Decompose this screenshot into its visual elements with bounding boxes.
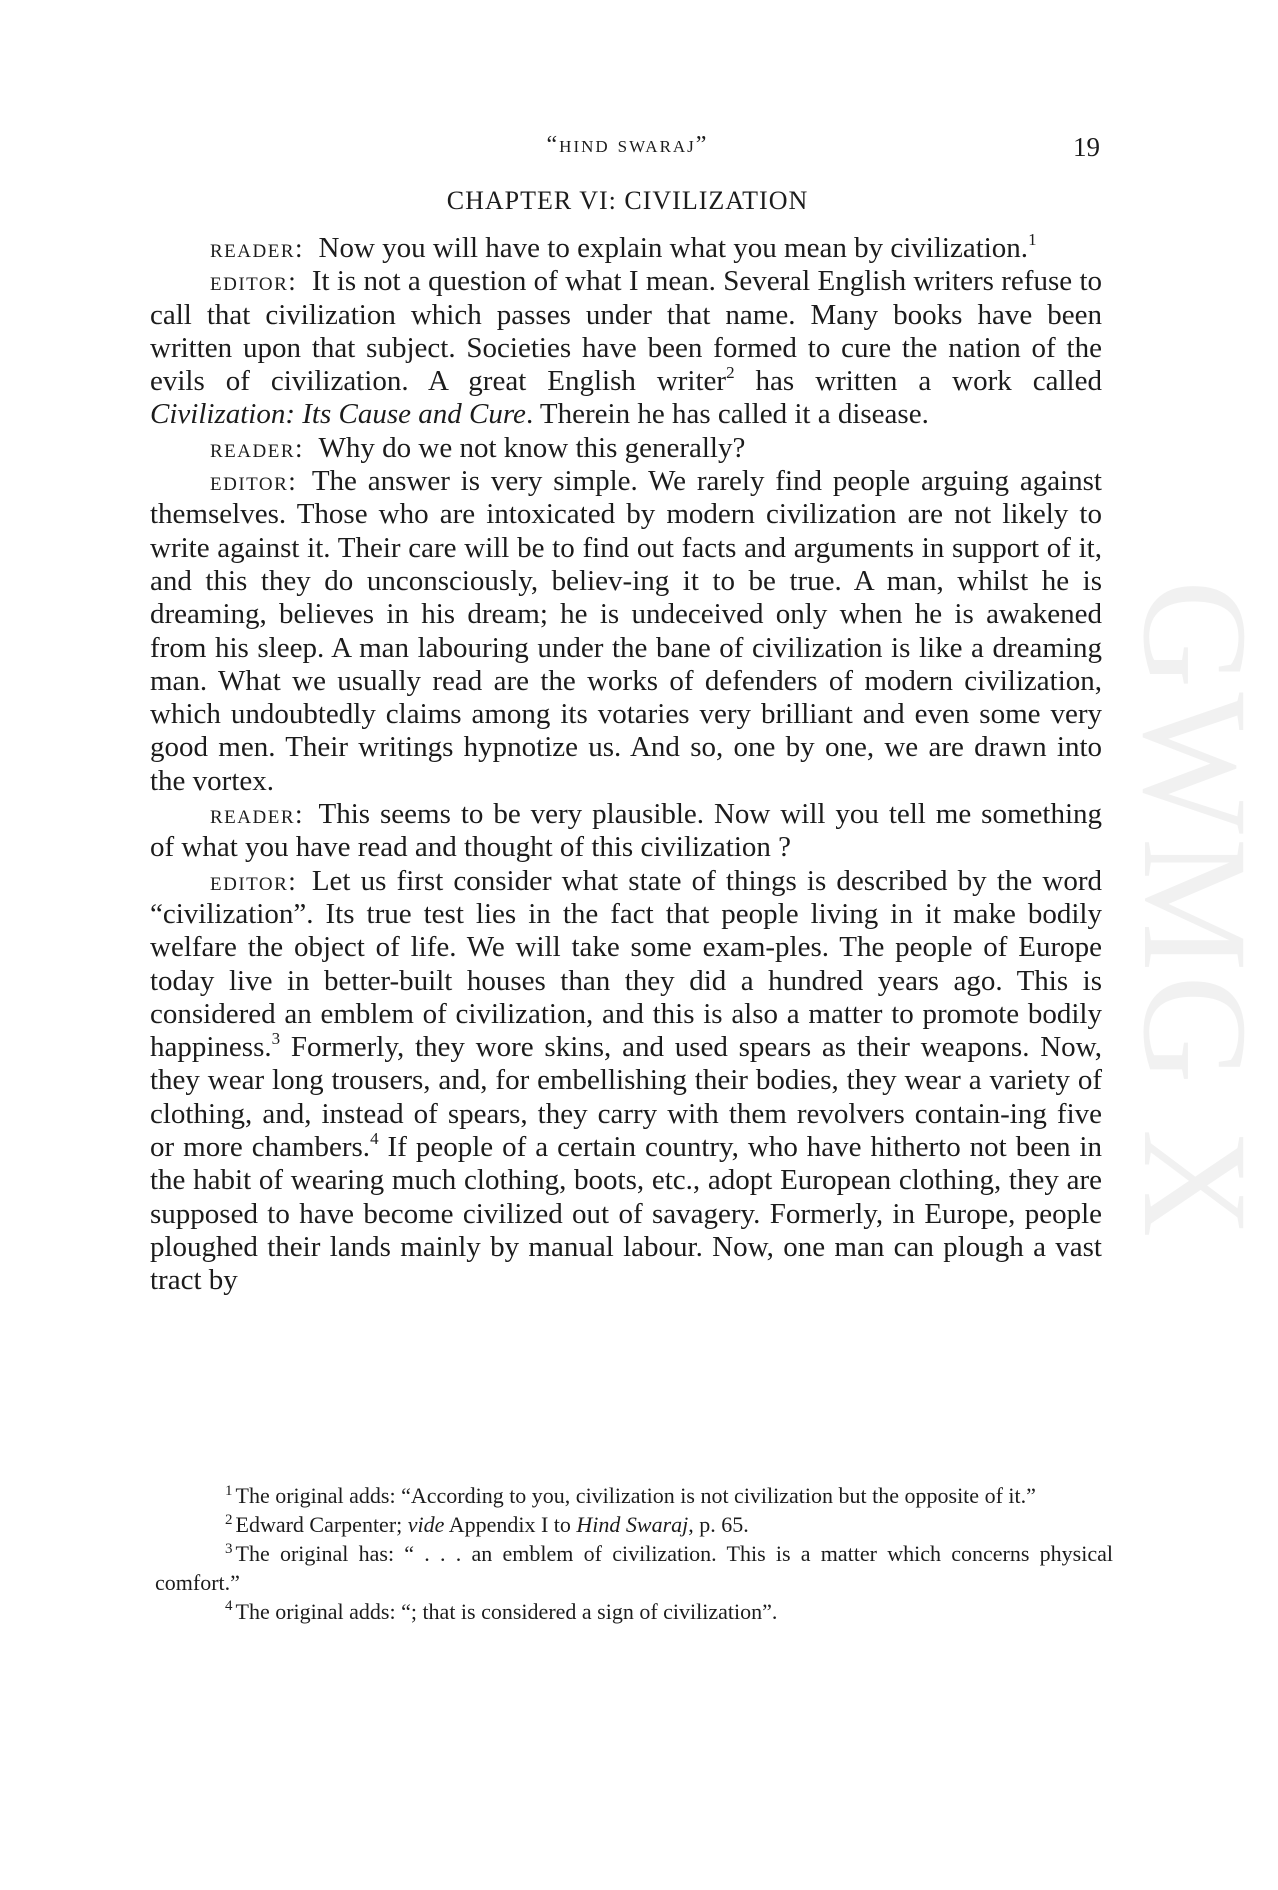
text-run: , p. 65.: [688, 1511, 749, 1537]
text-run: Edward Carpenter;: [235, 1511, 408, 1537]
running-title: “hind swaraj”: [546, 132, 709, 158]
footnote-ref: 3: [271, 1029, 281, 1049]
dialogue-paragraph: [150, 465, 1102, 798]
speaker-label: reader:: [210, 799, 305, 830]
body-text: [150, 232, 1102, 1298]
footnote: [155, 1511, 1113, 1540]
italic-text: Hind Swaraj: [576, 1511, 689, 1537]
dialogue-paragraph: [150, 232, 1102, 265]
text-run: Why do we not know this generally?: [318, 431, 746, 464]
text-run: Now you will have to explain what you mean by civilization.: [318, 232, 1029, 264]
footnote-number: 4: [225, 1598, 233, 1615]
page-number: 19: [1073, 132, 1100, 162]
speaker-label: reader:: [210, 233, 305, 263]
chapter-title: CHAPTER VI: CIVILIZATION: [446, 186, 809, 215]
dialogue-paragraph: [150, 798, 1102, 865]
text-run: . Therein he has called it a disease.: [525, 398, 929, 431]
text-run: Appendix I to: [444, 1511, 577, 1537]
text-run: Let us first consider what state of things is described by the word “civilization”. Its true test lies in the fact that people living in it make bodily welfare the object of life. We will take some exam-ples. The people of Europe today live in better-built houses than they did a hundred years ago. This is considered an emblem of civilization, and this is also a matter to promote bodily happiness.: [150, 864, 1102, 1064]
footnote: [155, 1482, 1113, 1511]
text-run: The answer is very simple. We rarely find people arguing against themselves. Those who are intoxicated by modern civilization are not likely to write against it. Their care will be to find out facts and arguments in support of it, and this they do unconsciously, believ-ing it to be true. A man, whilst he is dreaming, believes in his dream; he is undeceived only when he is awakened from his sleep. A man labouring under the bane of civilization is like a dreaming man. What we usually read are the works of defenders of modern civilization, which undoubtedly claims among its votaries very brilliant and even some very good men. Their writings hypnotize us. And so, one by one, we are drawn into the vortex.: [150, 465, 1102, 797]
text-run: Formerly, they wore skins, and used spears as their weapons. Now, they wear long trousers, and, for embellishing their bodies, they wear a variety of clothing, and, instead of spears, they carry with them revolvers contain-ing five or more chambers.: [150, 1031, 1102, 1164]
footnotes: [155, 1482, 1113, 1627]
speaker-label: editor:: [210, 466, 298, 497]
speaker-label: editor:: [210, 865, 298, 896]
text-run: It is not a question of what I mean. Several English writers refuse to call that civilization which passes under that name. Many books have been written upon that subject. Societies have been formed to cure the nation of the evils of civilization. A great English writer: [150, 265, 1102, 398]
text-run: The original adds: “According to you, civilization is not civilization but the opposite of it.”: [235, 1483, 1036, 1508]
footnote-number: 2: [225, 1511, 233, 1528]
text-run: This seems to be very plausible. Now will you tell me something of what you have read and thought of this civilization ?: [150, 798, 1102, 864]
text-run: The original adds: “; that is considered a sign of civilization”.: [235, 1598, 778, 1624]
running-head: [155, 132, 1100, 166]
footnote-number: 1: [225, 1482, 233, 1499]
speaker-label: editor:: [210, 266, 298, 297]
footnote-ref: 2: [726, 363, 735, 383]
italic-text: vide: [407, 1511, 445, 1537]
text-run: If people of a certain country, who have hitherto not been in the habit of wearing much clothing, boots, etc., adopt European clothing, they are supposed to have become civilized out of savagery. Formerly, in Europe, people ploughed their lands mainly by manual labour. Now, one man can plough a vast tract by: [150, 1131, 1102, 1297]
text-run: The original has: “ . . . an emblem of civilization. This is a matter which concerns physical comfort.”: [155, 1540, 1113, 1595]
watermark: GWMG X: [1112, 580, 1278, 1242]
footnote-ref: 4: [370, 1129, 379, 1149]
footnote-ref: 1: [1028, 230, 1037, 250]
footnote: [155, 1540, 1113, 1598]
dialogue-paragraph: [150, 432, 1102, 465]
text-run: has written a work called: [734, 365, 1102, 398]
dialogue-paragraph: [150, 265, 1102, 431]
speaker-label: reader:: [210, 432, 305, 463]
italic-text: Civilization: Its Cause and Cure: [150, 398, 526, 431]
footnote: [155, 1598, 1113, 1627]
footnote-number: 3: [225, 1540, 233, 1557]
dialogue-paragraph: [150, 865, 1102, 1298]
